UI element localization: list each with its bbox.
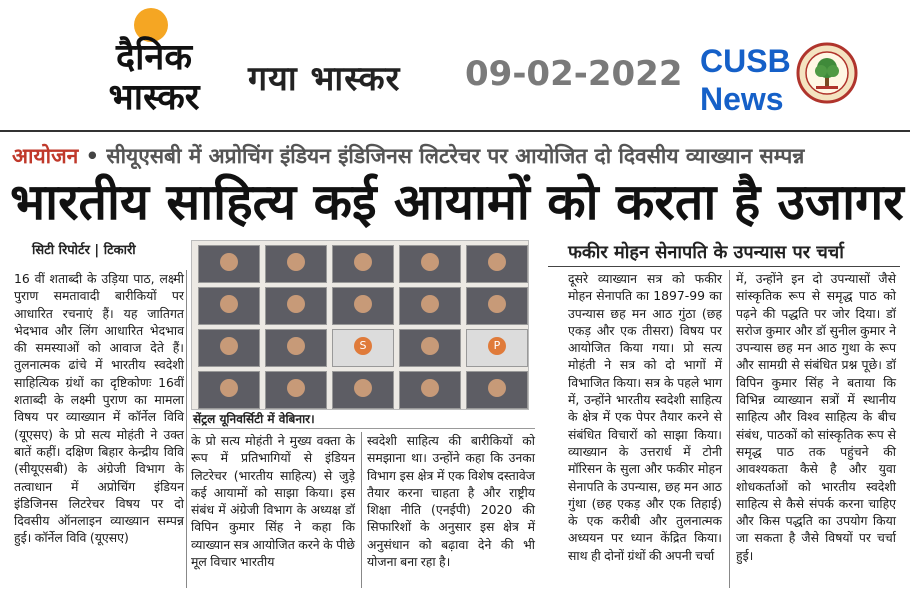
participant-avatar	[354, 379, 372, 397]
participant-avatar	[287, 295, 305, 313]
participant-tile	[198, 287, 260, 325]
header-divider	[0, 130, 910, 132]
participant-avatar	[220, 337, 238, 355]
kicker-label: आयोजन	[12, 144, 79, 168]
participant-tile	[399, 287, 461, 325]
column-divider	[186, 270, 187, 588]
paper-date: 09-02-2022	[465, 54, 683, 94]
participant-tile	[198, 329, 260, 367]
participant-initial: S	[354, 337, 372, 355]
logo-line1: दैनिक	[115, 37, 193, 78]
webinar-photo	[191, 240, 529, 410]
participant-avatar	[421, 379, 439, 397]
participant-avatar	[220, 253, 238, 271]
participant-avatar	[354, 253, 372, 271]
participant-avatar	[287, 337, 305, 355]
sub-headline-rule	[548, 266, 900, 267]
photo-caption: सेंट्रल यूनिवर्सिटी में वेबिनार।	[193, 412, 315, 426]
participant-avatar	[421, 337, 439, 355]
participant-avatar	[220, 379, 238, 397]
participant-tile	[332, 287, 394, 325]
participant-tile	[265, 245, 327, 283]
participant-avatar	[354, 295, 372, 313]
participant-tile	[466, 329, 528, 367]
participant-avatar	[421, 295, 439, 313]
participant-tile	[265, 371, 327, 409]
participant-tile	[332, 371, 394, 409]
article-column-2: के प्रो सत्य मोहंती ने मुख्य वक्ता के रूप में प्रतिभागियों से इंडियन लिटरेचर (भारतीय साहित्य) से जुड़े कई आयामों को साझा किया। इस संबंध में अंग्रेजी विभाग के अध्यक्ष डॉ विपिन कुमार सिंह ने कहा कि व्याख्यान सत्र आयोजित करने के पीछे मूल विचार भारतीय	[191, 433, 355, 570]
participant-tile	[265, 287, 327, 325]
headline: भारतीय साहित्य कई आयामों को करता है उजागर	[10, 173, 904, 231]
article-column-3: स्वदेशी साहित्य की बारीकियों को समझाना था। उन्होंने कहा कि उनका विभाग इस क्षेत्र में एक विशेष दस्तावेज तैयार करना चाहता है और राष्ट्रीय शिक्षा नीति (एनईपी) 2020 की सिफारिशों के अनुसार इस क्षेत्र में अनुसंधान को बढ़ावा देने की भी योजना बना रहा है।	[367, 433, 535, 570]
participant-avatar	[421, 253, 439, 271]
participant-tile	[466, 287, 528, 325]
participant-tile	[399, 245, 461, 283]
participant-avatar	[488, 253, 506, 271]
participant-tile	[332, 245, 394, 283]
participant-tile	[466, 245, 528, 283]
column-divider	[729, 270, 730, 588]
cusb-line1: CUSB	[700, 43, 791, 79]
participant-avatar	[488, 379, 506, 397]
participant-avatar	[220, 295, 238, 313]
byline: सिटी रिपोर्टर | टिकारी	[32, 243, 136, 258]
article-column-5: में, उन्होंने इन दो उपन्यासों जैसे सांस्कृतिक रूप से समृद्ध पाठ को पढ़ने की पद्धति पर जोर दिया। डॉ सरोज कुमार और डॉ सुनील कुमार ने उपन्यास छह मन आठ गुथा के रूप और सामग्री से संबंधित प्रश्न पूछे। डॉ विपिन कुमार सिंह ने बताया कि विभिन्न व्याख्यान सत्रों में स्थानीय साहित्य और विश्व साहित्य के बीच संबंध, पाठकों को सांस्कृतिक रूप से समृद्ध पाठ तक पहुंचने की आवश्यकता कैसे है और युवा शोधकर्ताओं को भारतीय स्वदेशी साहित्य से कैसे संपर्क करना चाहिए और किस पद्धति का उपयोग किया जा सकता है जैसे विषयों पर चर्चा हुई।	[736, 271, 896, 563]
participant-initial: P	[488, 337, 506, 355]
participant-avatar	[287, 253, 305, 271]
article-column-1: 16 वीं शताब्दी के उड़िया पाठ, लक्ष्मी पुराण समतावादी बारीकियों पर आधारित रचनाएं हैं। यह जातिगत भेदभाव और लिंग आधारित भेदभाव की समस्याओं को आवाज देते हैं। तुलनात्मक ढांचे में भारतीय स्वदेशी साहित्यिक ग्रंथों का दृष्टिकोणः 16वीं शताब्दी के लक्ष्मी पुराण का मामला विषय पर व्याख्यान में कॉर्नेल विवि (यूएसए) के प्रो सत्य मोहंती ने उक्त बातें कहीं। दक्षिण बिहार केन्द्रीय विवि (सीयूएसबी) के अंग्रेजी विभाग के तत्वाधान में अप्रोचिंग इंडियन इंडिजिनस लिटरेचर विषय पर दो दिवसीय ऑनलाइन व्याख्यान सम्पन्न हुई। कॉर्नेल विवि (यूएसए)	[14, 271, 184, 546]
article-column-4: दूसरे व्याख्यान सत्र को फकीर मोहन सेनापति का 1897-99 का उपन्यास छह मन आठ गुंठा (छह एकड़ और एक तीसरा) विषय पर आयोजित किया गया। प्रो सत्य मोहंती ने सत्र को दो भागों में विभाजित किया। सत्र के पहले भाग में, उन्होंने भारतीय स्वदेशी साहित्य के क्षेत्र में एक पेपर तैयार करने से संबंधित विचारों को साझा किया। व्याख्यान के उत्तरार्ध में टोनी मॉरिसन के सुला और फकीर मोहन सेनापति के उपन्यास, छह मन आठ गुंथा (छह एकड़ और एक तिहाई) के एक करीबी और तुलनात्मक अध्ययन पर ध्यान केंद्रित किया। साथ ही दोनों ग्रंथों की अपनी चर्चा	[568, 271, 722, 563]
participant-tile	[265, 329, 327, 367]
participant-tile	[399, 371, 461, 409]
logo-line2: भास्कर	[108, 77, 200, 118]
dainik-bhaskar-logo	[98, 8, 210, 116]
participant-avatar	[287, 379, 305, 397]
participant-tile	[198, 371, 260, 409]
participant-tile	[466, 371, 528, 409]
sub-headline: फकीर मोहन सेनापति के उपन्यास पर चर्चा	[568, 242, 844, 263]
participant-tile	[332, 329, 394, 367]
cusb-news-label	[700, 42, 791, 118]
participant-avatar	[488, 295, 506, 313]
cusb-line2: News	[700, 81, 784, 117]
kicker-line	[12, 142, 902, 170]
column-divider	[361, 432, 362, 588]
participant-tile	[198, 245, 260, 283]
kicker-text: सीयूएसबी में अप्रोचिंग इंडियन इंडिजिनस लिटरेचर पर आयोजित दो दिवसीय व्याख्यान सम्पन्न	[106, 144, 805, 168]
kicker-separator: •	[85, 144, 100, 168]
participant-tile	[399, 329, 461, 367]
paper-title: गया भास्कर	[248, 59, 401, 99]
caption-rule	[191, 428, 535, 429]
university-seal-icon	[796, 42, 858, 104]
